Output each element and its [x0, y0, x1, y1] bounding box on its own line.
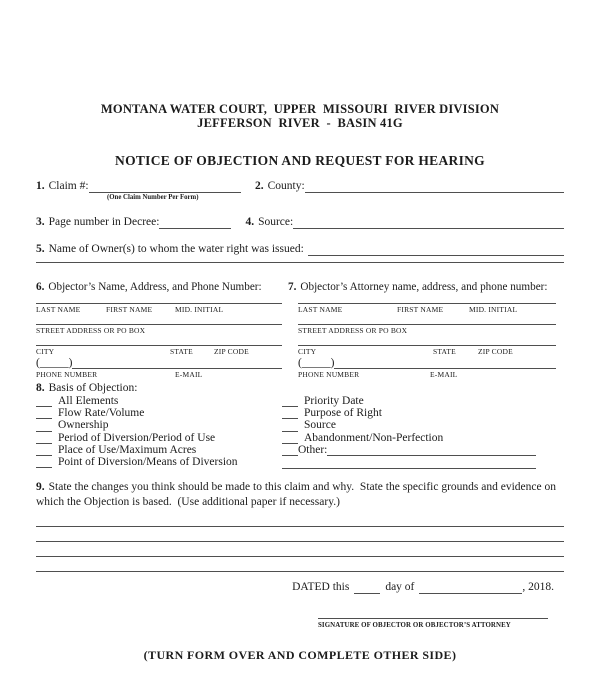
attorney-heading-text: Objector’s Attorney name, address, and phone number: — [300, 281, 548, 293]
dated-row — [36, 580, 554, 594]
page-source-row — [36, 215, 564, 229]
basis-option-label: Place of Use/Maximum Acres — [58, 443, 197, 456]
basis-heading-text: Basis of Objection: — [48, 382, 138, 394]
county-number-label: 2. — [255, 180, 264, 192]
objector-mid-initial-label: MID. INITIAL — [175, 305, 224, 314]
owner-row — [36, 242, 564, 256]
source-blank[interactable] — [293, 225, 564, 229]
objector-name-blank[interactable] — [36, 297, 282, 304]
claim-field — [36, 179, 241, 193]
basis-option-label: Priority Date — [304, 395, 364, 407]
objector-state-label: STATE — [170, 347, 193, 356]
objector-city-label: CITY — [36, 347, 55, 356]
basis-flow-rate-blank[interactable] — [36, 415, 52, 419]
court-header-line1: MONTANA WATER COURT, UPPER MISSOURI RIVER DIVISION — [100, 102, 500, 116]
source-number-label: 4. — [245, 216, 255, 228]
objector-area-code-blank[interactable]: (_____) — [36, 357, 73, 369]
statement-line-2[interactable] — [36, 541, 564, 542]
attorney-address-block — [298, 297, 556, 380]
attorney-area-code-blank[interactable]: (_____) — [298, 357, 335, 369]
claim-county-row — [36, 179, 564, 193]
statement-write-area — [36, 526, 564, 572]
statement-instruction — [36, 480, 564, 510]
attorney-last-name-label: LAST NAME — [298, 305, 343, 314]
attorney-zip-label: ZIP CODE — [478, 347, 513, 356]
attorney-state-label: STATE — [433, 347, 456, 356]
attorney-mid-initial-label: MID. INITIAL — [469, 305, 518, 314]
basis-option-label: All Elements — [58, 395, 119, 407]
owner-number-label: 5. — [36, 243, 45, 255]
attorney-number-label: 7. — [288, 281, 297, 293]
basis-period-diversion-blank[interactable] — [36, 440, 52, 444]
basis-purpose-blank[interactable] — [282, 415, 298, 419]
basis-priority-date-blank[interactable] — [282, 403, 298, 407]
address-blocks — [36, 297, 564, 380]
basis-number-label: 8. — [36, 382, 45, 394]
basis-heading — [36, 382, 564, 395]
basis-options-right — [282, 395, 564, 469]
page-decree-label: Page number in Decree: — [48, 216, 160, 228]
basis-option-label: Point of Diversion/Means of Diversion — [58, 456, 238, 469]
objector-heading — [36, 280, 288, 294]
basis-point-diversion-blank[interactable] — [36, 464, 52, 468]
statement-line-1[interactable] — [36, 526, 564, 527]
basis-option-label: Source — [304, 419, 336, 432]
claim-caption: (One Claim Number Per Form) — [107, 194, 199, 201]
basis-options — [36, 395, 564, 469]
attorney-city-blank[interactable] — [298, 336, 556, 346]
form-title: NOTICE OF OBJECTION AND REQUEST FOR HEARING — [115, 153, 485, 168]
dated-month-blank[interactable] — [419, 590, 522, 594]
objector-number-label: 6. — [36, 281, 45, 293]
basis-abandonment-blank[interactable] — [282, 440, 298, 444]
attorney-city-label: CITY — [298, 347, 317, 356]
objector-street-label: STREET ADDRESS OR PO BOX — [36, 326, 146, 335]
statement-number-label: 9. — [36, 481, 45, 494]
basis-option-label: Flow Rate/Volume — [58, 407, 145, 420]
basis-options-left — [36, 395, 282, 469]
basis-option-label: Abandonment/Non-Perfection — [304, 431, 444, 444]
statement-line-4[interactable] — [36, 571, 564, 572]
basis-option-label: Ownership — [58, 419, 109, 432]
objector-phone-blank[interactable] — [72, 365, 282, 369]
attorney-name-blank[interactable] — [298, 297, 556, 304]
basis-other-continuation-blank[interactable] — [282, 465, 536, 469]
page-decree-blank[interactable] — [159, 225, 231, 229]
attorney-email-label: E-MAIL — [430, 370, 458, 379]
court-header-line2: JEFFERSON RIVER - BASIN 41G — [197, 116, 403, 130]
basis-other-label: Other: — [298, 443, 328, 456]
owner-label: Name of Owner(s) to whom the water right was issued: — [48, 243, 304, 255]
county-label: County: — [267, 180, 305, 192]
statement-line-3[interactable] — [36, 556, 564, 557]
dated-label: DATED this — [292, 581, 350, 594]
claim-number-label: 1. — [36, 180, 45, 192]
basis-source-blank[interactable] — [282, 428, 298, 432]
owner-blank-1[interactable] — [308, 252, 564, 256]
objector-email-label: E-MAIL — [175, 370, 203, 379]
objector-first-name-label: FIRST NAME — [106, 305, 153, 314]
objector-address-block — [36, 297, 282, 380]
basis-all-elements-blank[interactable] — [36, 403, 52, 407]
signature-caption: SIGNATURE OF OBJECTOR OR OBJECTOR’S ATTORNEY — [318, 622, 511, 630]
objector-phone-label: PHONE NUMBER — [36, 370, 98, 379]
basis-place-of-use-blank[interactable] — [36, 452, 52, 456]
objector-street-blank[interactable] — [36, 315, 282, 325]
signature-area — [36, 618, 548, 630]
attorney-street-label: STREET ADDRESS OR PO BOX — [298, 326, 408, 335]
dated-day-of-label: day of — [385, 581, 415, 594]
attorney-phone-blank[interactable] — [334, 365, 556, 369]
attorney-street-blank[interactable] — [298, 315, 556, 325]
objector-zip-label: ZIP CODE — [214, 347, 249, 356]
attorney-phone-label: PHONE NUMBER — [298, 370, 360, 379]
source-label: Source: — [258, 216, 294, 228]
attorney-first-name-label: FIRST NAME — [397, 305, 444, 314]
attorney-heading — [288, 280, 564, 294]
dated-year-label: , 2018. — [522, 581, 554, 594]
page-decree-number-label: 3. — [36, 216, 45, 228]
owner-blank-2[interactable] — [36, 262, 564, 263]
basis-ownership-blank[interactable] — [36, 428, 52, 432]
county-field — [255, 179, 564, 193]
basis-option-label: Period of Diversion/Period of Use — [58, 431, 216, 444]
statement-text: State the changes you think should be made to this claim and why. State the specific grounds and evidence on which the Objection is based. (Use additional paper if necessary.) — [36, 481, 559, 509]
contact-headings-row — [36, 280, 564, 294]
objector-heading-text: Objector’s Name, Address, and Phone Number: — [48, 281, 262, 293]
dated-day-blank[interactable] — [354, 590, 380, 594]
objector-city-blank[interactable] — [36, 336, 282, 346]
footer-instruction: (TURN FORM OVER AND COMPLETE OTHER SIDE) — [143, 648, 457, 663]
claim-label: Claim #: — [48, 180, 89, 192]
objector-last-name-label: LAST NAME — [36, 305, 81, 314]
county-blank[interactable] — [305, 189, 564, 193]
basis-other-text-blank[interactable] — [327, 452, 536, 456]
basis-other-blank[interactable] — [282, 452, 298, 456]
basis-option-label: Purpose of Right — [304, 407, 382, 420]
